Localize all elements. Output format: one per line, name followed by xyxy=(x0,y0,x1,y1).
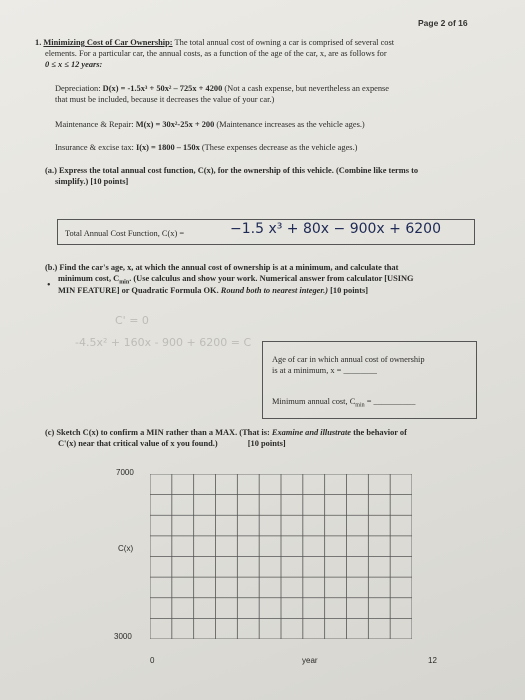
age-answer-line-1: Age of car in which annual cost of ownership xyxy=(272,355,425,364)
ghost-derivative-note: C' = 0 xyxy=(115,314,149,327)
min-cost-answer-line[interactable] xyxy=(272,396,415,412)
depreciation-line xyxy=(55,83,485,94)
part-a-points: [10 points] xyxy=(90,177,129,186)
cmin-subscript: min xyxy=(355,402,365,409)
maintenance-line xyxy=(55,119,365,130)
insurance-line xyxy=(55,142,357,153)
y-axis-label: C(x) xyxy=(118,544,134,553)
part-b-instructions: . (Use calculus and show your work. Numerical answer from calculator [USING xyxy=(129,274,414,283)
part-a-line-2 xyxy=(55,176,128,187)
total-cost-answer-box[interactable] xyxy=(57,219,475,245)
page-number: Page 2 of 16 xyxy=(418,18,468,28)
insurance-label: Insurance & excise tax: xyxy=(55,143,134,152)
maintenance-label: Maintenance & Repair: xyxy=(55,120,134,129)
x-tick-right: 12 xyxy=(428,656,437,665)
domain-statement: 0 ≤ x ≤ 12 years: xyxy=(45,60,103,69)
depreciation-note-2: that must be included, because it decreases the value of your car.) xyxy=(55,95,275,104)
part-b-answer-box[interactable] xyxy=(262,341,477,419)
part-b-line-3 xyxy=(58,285,368,296)
sketch-grid[interactable] xyxy=(150,474,412,639)
part-a-simplify: simplify.) xyxy=(55,177,89,186)
grid-lines xyxy=(150,474,412,639)
insurance-note: (These expenses decrease as the vehicle ages.) xyxy=(201,143,358,152)
problem-intro xyxy=(35,37,485,48)
part-c-line-1-end: the behavior of xyxy=(353,428,407,437)
depreciation-label: Depreciation: xyxy=(55,84,101,93)
depreciation-note: (Not a cash expense, but nevertheless an expense xyxy=(224,84,390,93)
min-subscript: min xyxy=(119,279,130,286)
part-b-points: [10 points] xyxy=(330,286,369,295)
problem-title: Minimizing Cost of Car Ownership: xyxy=(43,38,173,47)
depreciation-formula: D(x) = -1.5x³ + 50x² – 725x + 4200 xyxy=(102,84,223,93)
bullet-mark: • xyxy=(47,280,51,291)
age-answer-line-2[interactable]: is at a minimum, x = ________ xyxy=(272,366,377,375)
maintenance-note: (Maintenance increases as the vehicle ages.) xyxy=(216,120,365,129)
round-instruction: Round both to nearest integer.) xyxy=(220,286,329,295)
part-c-points: [10 points] xyxy=(247,439,286,448)
part-c-line-2 xyxy=(58,438,286,449)
part-c-italic: Examine and illustrate xyxy=(271,428,351,437)
part-c-sketch-text: (c) Sketch C(x) to confirm a MIN rather than a MAX. (That is: xyxy=(45,428,270,437)
handwritten-cost-function: −1.5 x³ + 80x − 900x + 6200 xyxy=(230,221,441,237)
min-cost-blank: = __________ xyxy=(364,397,416,406)
insurance-formula: I(x) = 1800 – 150x xyxy=(135,143,200,152)
intro-line-1: The total annual cost of owning a car is comprised of several cost xyxy=(174,38,395,47)
ghost-equation-note: -4.5x² + 160x - 900 + 6200 = C xyxy=(75,336,252,349)
problem-number: 1. xyxy=(35,38,42,47)
min-feature-text: MIN FEATURE] or Quadratic Formula OK. xyxy=(58,286,219,295)
part-c-line-1 xyxy=(45,427,495,438)
min-cost-text: minimum cost, C xyxy=(58,274,120,283)
x-axis-label: year xyxy=(302,656,318,665)
min-cost-answer-label: Minimum annual cost, C xyxy=(272,397,356,406)
total-cost-label: Total Annual Cost Function, C(x) = xyxy=(65,229,185,238)
maintenance-formula: M(x) = 30x²-25x + 200 xyxy=(135,120,215,129)
part-c-critical-text: C'(x) near that critical value of x you found.) xyxy=(58,439,218,448)
intro-line-2: elements. For a particular car, the annual costs, as a function of the age of the car, x, are as follows for xyxy=(45,49,387,58)
part-a-line-1: (a.) Express the total annual cost function, C(x), for the ownership of this vehicle. (Combine like terms to xyxy=(45,166,419,175)
y-tick-bottom: 3000 xyxy=(114,632,132,641)
y-tick-top: 7000 xyxy=(116,468,134,477)
x-tick-left: 0 xyxy=(150,656,155,665)
part-b-line-1: (b.) Find the car's age, x, at which the annual cost of ownership is at a minimum, and calculate that xyxy=(45,263,399,272)
